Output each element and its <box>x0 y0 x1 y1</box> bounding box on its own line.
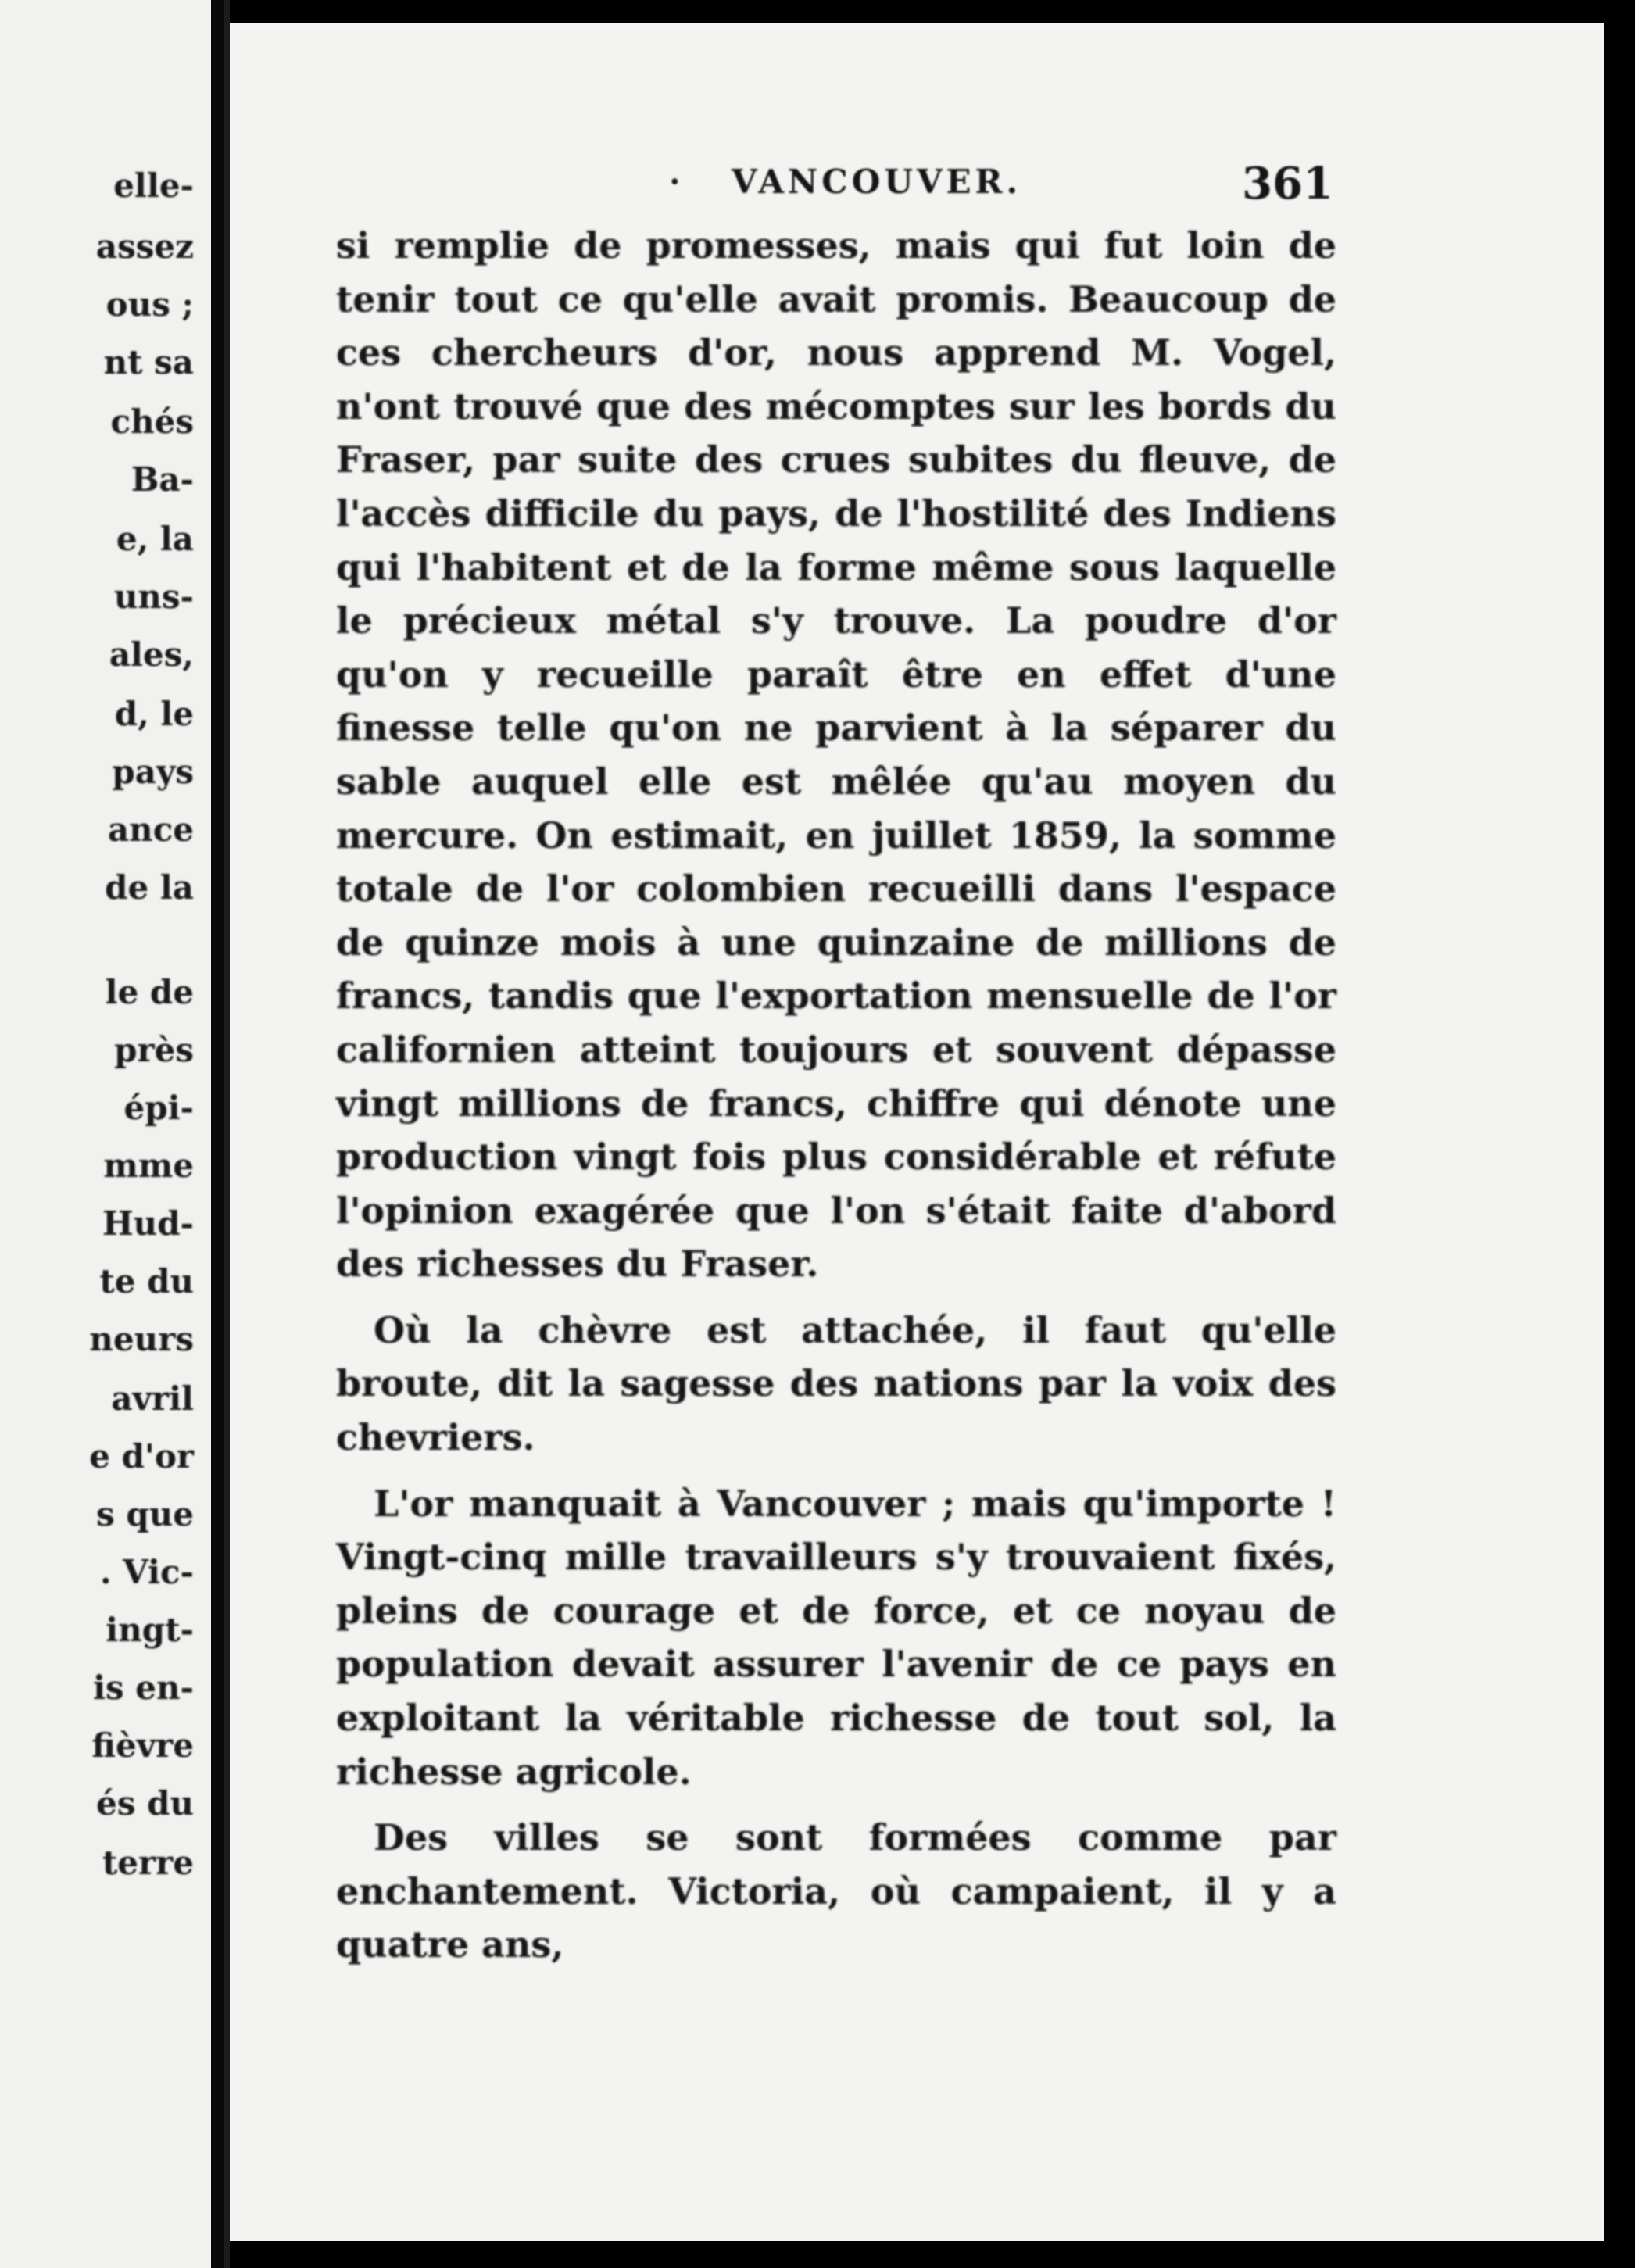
paragraph-continued: si remplie de promesses, mais qui fut loin de tenir tout ce qu'elle avait promis. Beaucoup de ces chercheurs d'or, nous apprend M. Vogel, n'ont trouvé que des mécomptes sur les bords du Fraser, par suite des crues subites du fleuve, de l'accès difficile du pays, de l'hostilité des Indiens qui l'habitent et de la forme même sous laquelle le précieux métal s'y trouve. La poudre d'or qu'on y recueille paraît être en effet d'une finesse telle qu'on ne parvient à la séparer du sable auquel elle est mêlée qu'au moyen du mercure. On estimait, en juillet 1859, la somme totale de l'or colombien recueilli dans l'espace de quinze mois à une quinzaine de millions de francs, tandis que l'exportation mensuelle de l'or californien atteint toujours et souvent dépasse vingt millions de francs, chiffre qui dénote une production vingt fois plus considérable et réfute l'opinion exagérée que l'on s'était faite d'abord des richesses du Fraser. <box>336 224 1336 1286</box>
book-gutter <box>211 0 224 2268</box>
left-page-fragment: assez <box>95 227 194 266</box>
page-header <box>669 158 1333 209</box>
left-page-fragment: chés <box>110 402 194 441</box>
left-page-fragment: mme <box>103 1147 194 1185</box>
left-page-fragment: épi- <box>123 1089 194 1127</box>
left-page-fragment: fièvre <box>91 1726 194 1765</box>
left-page-fragment: Ba- <box>131 460 194 499</box>
left-page-fragment: s que <box>96 1495 194 1533</box>
page-edge <box>224 0 230 2268</box>
left-page-fragment: ingt- <box>106 1611 194 1649</box>
left-page-fragment: e, la <box>116 520 194 558</box>
body-text <box>336 219 1336 1972</box>
left-page-fragment: és du <box>96 1784 194 1823</box>
left-page-fragment: elle- <box>113 166 194 205</box>
left-page-fragment: nt sa <box>103 343 194 381</box>
left-page-fragment: pays <box>112 753 194 791</box>
left-page-fragment: Hud- <box>102 1204 194 1243</box>
left-page-fragment: ales, <box>109 635 194 674</box>
left-page-fragment: ance <box>107 810 194 849</box>
left-page <box>0 0 211 2268</box>
left-page-fragment: terre <box>102 1844 194 1882</box>
left-page-fragment: d, le <box>114 695 194 733</box>
page-number: 361 <box>1242 158 1333 209</box>
left-page-fragment: le de <box>105 973 194 1011</box>
left-page-fragment: ous ; <box>106 285 194 324</box>
left-page-fragment: . Vic- <box>99 1553 194 1591</box>
left-page-fragment: te du <box>99 1262 194 1300</box>
paragraph: Des villes se sont formées comme par enchantement. Victoria, où campaient, il y a quatre ans, <box>336 1816 1336 1966</box>
left-page-fragment: neurs <box>89 1320 194 1358</box>
running-head: VANCOUVER. <box>732 163 1022 201</box>
left-page-fragment: avril <box>111 1379 194 1418</box>
paragraph: Où la chèvre est attachée, il faut qu'elle broute, dit la sagesse des nations par la voix des chevriers. <box>336 1308 1336 1459</box>
paragraph: L'or manquait à Vancouver ; mais qu'importe ! Vingt-cinq mille travailleurs s'y trouvaient fixés, pleins de courage et de force, et ce noyau de population devait assurer l'avenir de ce pays en exploitant la véritable richesse de tout sol, la richesse agricole. <box>336 1482 1336 1793</box>
left-page-fragment: e d'or <box>89 1437 194 1476</box>
left-page-fragment: uns- <box>113 578 194 616</box>
left-page-fragment: is en- <box>93 1669 194 1707</box>
left-page-fragment: près <box>114 1031 194 1069</box>
header-dot: · <box>669 163 681 201</box>
left-page-fragment: de la <box>105 868 194 907</box>
